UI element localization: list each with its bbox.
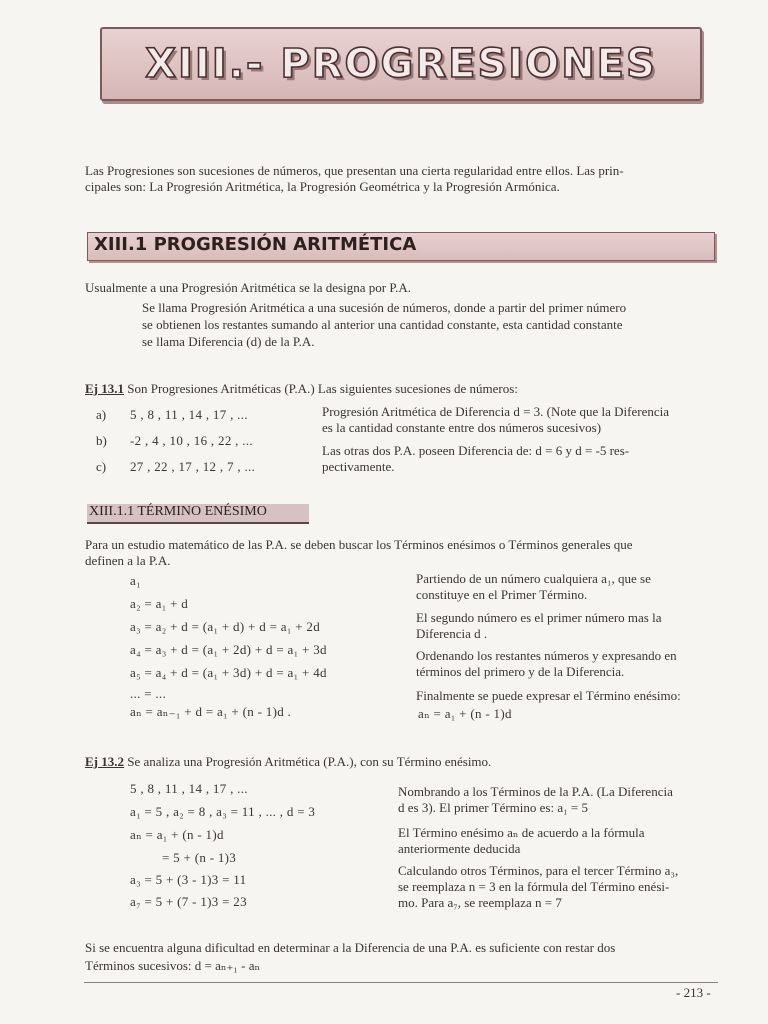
example-2-note: Nombrando a los Términos de la P.A. (La Diferencia bbox=[398, 784, 673, 799]
chapter-title: XIII.- PROGRESIONES bbox=[145, 41, 657, 87]
example-2-note: Calculando otros Términos, para el tercer Término a₃, bbox=[398, 863, 679, 878]
formula-note: Diferencia d . bbox=[416, 626, 488, 641]
example-1-header bbox=[85, 381, 518, 397]
example-2-note: mo. Para a₇, se reemplaza n = 7 bbox=[398, 895, 562, 910]
formula-line: aₙ = aₙ₋₁ + d = a₁ + (n - 1)d . bbox=[130, 704, 292, 719]
example-1-seq-b: -2 , 4 , 10 , 16 , 22 , ... bbox=[130, 433, 253, 448]
example-1-letter-c: c) bbox=[96, 459, 107, 474]
example-1-letter-a: a) bbox=[96, 407, 107, 422]
subsection-title-banner bbox=[87, 504, 309, 524]
example-2-label: Ej 13.2 bbox=[85, 754, 124, 769]
footer-text-line-1: Si se encuentra alguna dificultad en determinar a la Diferencia de una P.A. es suficiente con restar dos bbox=[85, 940, 616, 955]
intro-line-1: Las Progresiones son sucesiones de números, que presentan una cierta regularidad entre ellos. Las prin- bbox=[85, 163, 624, 178]
formula-line: ... = ... bbox=[130, 686, 167, 701]
example-2-line: = 5 + (n - 1)3 bbox=[162, 850, 237, 865]
definition-line-3: se llama Diferencia (d) de la P.A. bbox=[142, 334, 315, 349]
example-2-line: a₃ = 5 + (3 - 1)3 = 11 bbox=[130, 872, 247, 887]
example-2-note: El Término enésimo aₙ de acuerdo a la fórmula bbox=[398, 825, 645, 840]
definition-line-1: Se llama Progresión Aritmética a una sucesión de números, donde a partir del primer número bbox=[142, 300, 627, 315]
enesimo-intro-line-2: definen a la P.A. bbox=[85, 553, 171, 568]
formula-line: a₁ bbox=[130, 573, 141, 588]
example-2-text: Se analiza una Progresión Aritmética (P.A.), con su Término enésimo. bbox=[127, 754, 492, 769]
subsection-title: XIII.1.1 TÉRMINO ENÉSIMO bbox=[89, 504, 267, 519]
example-2-header bbox=[85, 754, 491, 770]
formula-note: Ordenando los restantes números y expresando en bbox=[416, 648, 677, 663]
formula-note: El segundo número es el primer número mas la bbox=[416, 610, 662, 625]
example-1-note-4: pectivamente. bbox=[322, 459, 395, 474]
example-2-note: se reemplaza n = 3 en la fórmula del Término enési- bbox=[398, 879, 670, 894]
example-1-note-3: Las otras dos P.A. poseen Diferencia de: d = 6 y d = -5 res- bbox=[322, 443, 630, 458]
footer-rule bbox=[84, 982, 718, 983]
usually-text: Usualmente a una Progresión Aritmética se la designa por P.A. bbox=[85, 280, 412, 295]
example-2-note: anteriormente deducida bbox=[398, 841, 521, 856]
chapter-title-banner bbox=[100, 27, 702, 101]
page-number: - 213 - bbox=[676, 985, 711, 1000]
formula-note-result: aₙ = a₁ + (n - 1)d bbox=[418, 706, 512, 721]
example-1-seq-a: 5 , 8 , 11 , 14 , 17 , ... bbox=[130, 407, 248, 422]
section-title-banner bbox=[87, 232, 715, 261]
example-1-note-1: Progresión Aritmética de Diferencia d = 3. (Note que la Diferencia bbox=[322, 404, 670, 419]
example-1-letter-b: b) bbox=[96, 433, 107, 448]
formula-line: a₅ = a₄ + d = (a₁ + 3d) + d = a₁ + 4d bbox=[130, 665, 327, 680]
enesimo-intro-line-1: Para un estudio matemático de las P.A. se deben buscar los Términos enésimos o Términos generales que bbox=[85, 537, 633, 552]
formula-line: a₄ = a₃ + d = (a₁ + 2d) + d = a₁ + 3d bbox=[130, 642, 327, 657]
section-title: XIII.1 PROGRESIÓN ARITMÉTICA bbox=[94, 234, 417, 255]
example-2-line: 5 , 8 , 11 , 14 , 17 , ... bbox=[130, 781, 248, 796]
formula-note: términos del primero y de la Diferencia. bbox=[416, 664, 625, 679]
example-2-line: a₇ = 5 + (7 - 1)3 = 23 bbox=[130, 894, 247, 909]
example-2-note: d es 3). El primer Término es: a₁ = 5 bbox=[398, 800, 588, 815]
definition-line-2: se obtienen los restantes sumando al anterior una cantidad constante, esta cantidad constante bbox=[142, 317, 623, 332]
example-1-text: Son Progresiones Aritméticas (P.A.) Las siguientes sucesiones de números: bbox=[127, 381, 518, 396]
intro-line-2: cipales son: La Progresión Aritmética, la Progresión Geométrica y la Progresión Armónica. bbox=[85, 179, 560, 194]
formula-line: a₂ = a₁ + d bbox=[130, 596, 189, 611]
formula-note: Finalmente se puede expresar el Término enésimo: bbox=[416, 688, 681, 703]
formula-note: Partiendo de un número cualquiera a₁, que se bbox=[416, 571, 651, 586]
formula-line: a₃ = a₂ + d = (a₁ + d) + d = a₁ + 2d bbox=[130, 619, 320, 634]
formula-note: constituye en el Primer Término. bbox=[416, 587, 588, 602]
example-2-line: a₁ = 5 , a₂ = 8 , a₃ = 11 , ... , d = 3 bbox=[130, 804, 316, 819]
example-1-note-2: es la cantidad constante entre dos números sucesivos) bbox=[322, 420, 602, 435]
footer-text-line-2: Términos sucesivos: d = aₙ₊₁ - aₙ bbox=[85, 958, 261, 973]
example-1-seq-c: 27 , 22 , 17 , 12 , 7 , ... bbox=[130, 459, 256, 474]
example-1-label: Ej 13.1 bbox=[85, 381, 124, 396]
example-2-line: aₙ = a₁ + (n - 1)d bbox=[130, 827, 224, 842]
